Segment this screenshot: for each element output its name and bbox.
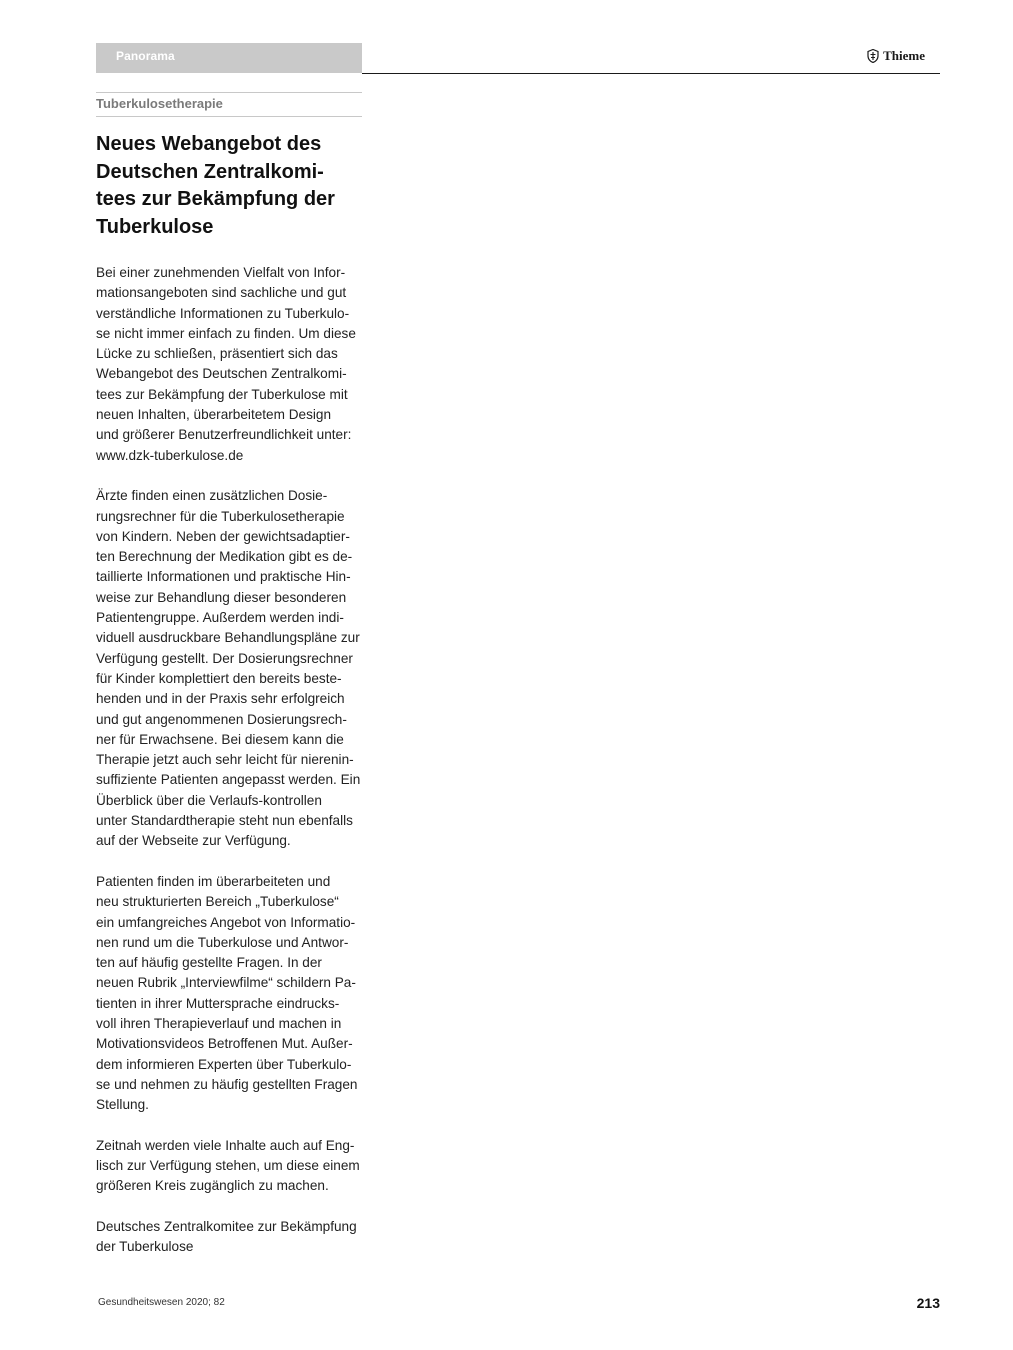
brand-name: Thieme <box>883 48 925 63</box>
article-paragraph: Zeitnah werden viele Inhalte auch auf Eng- lisch zur Verfügung stehen, um diese einem größeren Kreis zugänglich zu machen. <box>96 1137 360 1194</box>
publisher-brand <box>867 48 925 64</box>
article-kicker: Tuberkulosetherapie <box>96 92 362 117</box>
section-label: Panorama <box>116 49 175 63</box>
article-column <box>96 92 362 1278</box>
article-paragraph: Bei einer zunehmenden Vielfalt von Infor- mationsangeboten sind sachliche und gut verständliche Informationen zu Tuberkulo- se nicht immer einfach zu finden. Um diese Lücke zu schließen, präsentiert sich das Webangebot des Deutschen Zentralkomi- tees zur Bekämpfung der Tuberkulose mit neuen Inhalten, überarbeitetem Design und größerer Benutzerfreundlichkeit unter: www.dzk-tuberkulose.de <box>96 265 356 463</box>
header-rule <box>362 73 940 74</box>
article-paragraph: Patienten finden im überarbeiteten und neu strukturierten Bereich „Tuberkulose“ ein umfangreiches Angebot von Informatio- nen rund um die Tuberkulose und Antwor- ten auf häufig gestellte Fragen. In der neuen Rubrik „Interviewfilme“ schildern Pa- tienten in ihrer Muttersprache eindrucks- voll ihren Therapieverlauf und machen in Motivationsvideos Betroffenen Mut. Außer- dem informieren Experten über Tuberkulo- se und nehmen zu häufig gestellten Fragen Stellung. <box>96 873 358 1113</box>
article-paragraph: Ärzte finden einen zusätzlichen Dosie- rungsrechner für die Tuberkulosetherapie von Kindern. Neben der gewichtsadaptier- ten Berechnung der Medikation gibt es de- taillierte Informationen und praktische Hin- weise zur Behandlung dieser besonderen Patientengruppe. Außerdem werden indi- viduell ausdruckbare Behandlungspläne zur Verfügung gestellt. Der Dosierungsrechner für Kinder komplettiert den bereits beste- henden und in der Praxis sehr erfolgreich und gut angenommenen Dosierungsrech- ner für Erwachsene. Bei diesem kann die Therapie jetzt auch sehr leicht für nierenin- suffiziente Patienten angepasst werden. Ein Überblick über die Verlaufs-kontrollen unter Standardtherapie steht nun ebenfalls auf der Webseite zur Verfügung. <box>96 488 361 849</box>
page-number: 213 <box>916 1295 940 1311</box>
article-author: Deutsches Zentralkomitee zur Bekämpfung der Tuberkulose <box>96 1218 357 1255</box>
article-body <box>96 263 362 1258</box>
journal-reference: Gesundheitswesen 2020; 82 <box>98 1297 225 1308</box>
thieme-logo-icon <box>867 49 879 63</box>
article-headline: Neues Webangebot des Deutschen Zentralkomi- tees zur Bekämpfung der Tuberkulose <box>96 133 335 238</box>
section-header-band <box>96 43 362 73</box>
